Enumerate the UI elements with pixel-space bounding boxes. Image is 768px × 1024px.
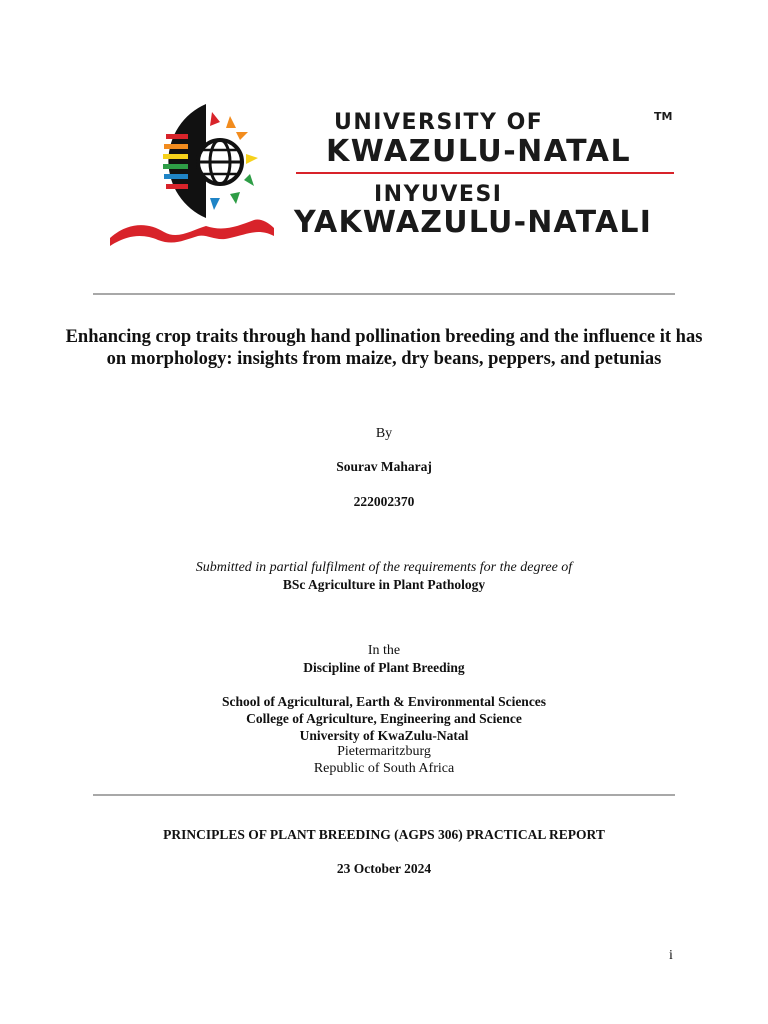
course-report-title: PRINCIPLES OF PLANT BREEDING (AGPS 306) PRACTICAL REPORT <box>163 827 605 842</box>
logo-trademark: TM <box>654 110 673 123</box>
ukzn-emblem-icon <box>108 98 276 250</box>
logo-divider <box>296 172 674 174</box>
logo-line-inyuvesi: INYUVESI <box>374 182 503 207</box>
top-divider <box>93 293 675 295</box>
logo-line-kwazulu-natal: KWAZULU-NATAL <box>326 134 632 169</box>
school-name: School of Agricultural, Earth & Environmental Sciences <box>221 694 547 709</box>
country-name: Republic of South Africa <box>313 761 455 776</box>
bottom-divider <box>93 794 675 796</box>
report-title: Enhancing crop traits through hand pollination breeding and the influence it has on morphology: insights from maize, dry beans, peppers, and petunias <box>65 327 703 369</box>
college-name: College of Agriculture, Engineering and Science <box>246 711 522 726</box>
logo-line-yakwazulu-natali: YAKWAZULU-NATALI <box>294 205 653 240</box>
logo-line-university-of: UNIVERSITY OF <box>334 110 544 135</box>
author-name: Sourav Maharaj <box>336 459 432 474</box>
university-name: University of KwaZulu-Natal <box>299 728 469 743</box>
city-name: Pietermaritzburg <box>337 744 431 759</box>
by-label: By <box>375 426 393 441</box>
in-the-label: In the <box>367 643 401 658</box>
report-date: 23 October 2024 <box>336 861 432 876</box>
discipline-name: Discipline of Plant Breeding <box>303 660 465 675</box>
page-number: i <box>669 948 673 963</box>
submission-statement: Submitted in partial fulfilment of the requirements for the degree of <box>195 560 573 575</box>
logo-wordmark <box>296 98 678 250</box>
student-number: 222002370 <box>353 494 415 509</box>
degree-name: BSc Agriculture in Plant Pathology <box>282 577 486 592</box>
university-logo <box>108 98 678 250</box>
